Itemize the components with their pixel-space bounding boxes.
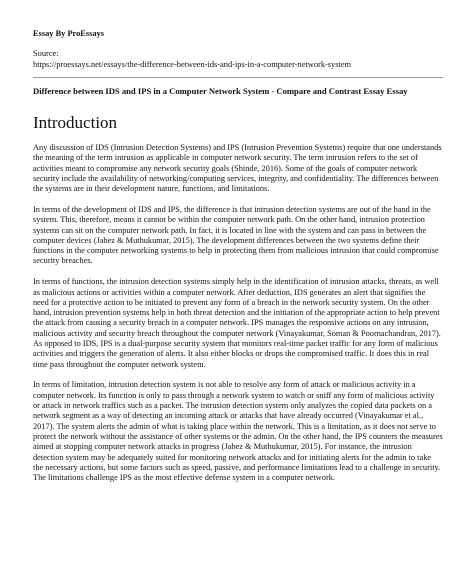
source-url-link[interactable]: https://proessays.net/essays/the-difference-between-ids-and-ips-in-a-computer-network-system xyxy=(33,59,352,69)
document-title: Difference between IDS and IPS in a Computer Network System - Compare and Contrast Essay Essay xyxy=(33,86,408,96)
section-heading: Introduction xyxy=(33,113,118,132)
paragraph: Any discussion of IDS (Intrusion Detection Systems) and IPS (Intrusion Prevention Systems) require that one understands the meaning of the term intrusion as applicable in computer network security. The term intrusion refers to the set of activities meant to compromise any network security goals (Shinde, 2016). Some of the goals of computer network security include the availability of networking/computing services, integrity, and confidentiality. The differences between the systems are in their development nature, functions, and limitations. xyxy=(33,143,442,194)
source-label: Source: xyxy=(33,49,59,58)
brand-title: Essay By ProEssays xyxy=(33,29,105,38)
paragraph: In terms of the development of IDS and IPS, the difference is that intrusion detection systems are out of the band in the system. This, therefore, means it cannot be within the computer network path. On the other hand, intrusion protection systems can sit on the computer network path. In fact, it is located in line with the system and can pass in between the computer devices (Jabez & Muthukumar, 2015). The development differences between the two systems define their functions in the computer networking systems to help in protecting them from malicious intrusion that could compromise security breaches. xyxy=(33,204,439,266)
paragraph: In terms of limitation, intrusion detection system is not able to resolve any form of attack or malicious activity in a computer network. Its function is only to pass through a network system to watch or sniff any form of malicious activity or attack in network traffics such as a packet. The intrusion detection system only analyzes the copied data packets on a network segment as a way of detecting an incoming attack or attacks that have already occurred (Vinayakumar et al., 2017). The system alerts the admin of what is taking place within the network. This is a limitation, as it does not serve to protect the network without the assistance of other systems or the admin. On the other hand, the IPS counters the measures aimed at stopping computer network attacks in progress (Jabez & Muthukumar, 2015). For instance, the intrusion detection system may be adequately suited for monitoring network attacks and for initiating alerts for the admin to take the necessary actions, but some factors such as speed, passive, and performance limitations lead to a challenge in security. The limitations challenge IPS as the most effective defense system in a computer network. xyxy=(33,380,443,483)
paragraph: In terms of functions, the intrusion detection systems simply help in the identification of intrusion attacks, threats, as well as malicious actions or activities within a computer network. After deduction, IDS generates an alert that signifies the need for a protective action to be initiated to prevent any form of a breach in the network security system. On the other hand, intrusion prevention systems help in both threat detection and the initiation of the appropriate action to help prevent the attack from causing a security breach in a computer network. IPS manages the responsive actions on any intrusion, malicious activity and security breach throughout the computer network (Vinayakumar, Soman & Poornachandran, 2017). As opposed to IDS, IPS is a dual-purpose security system that monitors real-time packet traffic for any form of malicious activities and triggers the generation of alerts. It also either blocks or drops the compromised traffic. It does this in real time pass throughout the computer network system. xyxy=(33,277,441,369)
header-divider xyxy=(33,77,443,78)
document-page xyxy=(33,28,443,494)
